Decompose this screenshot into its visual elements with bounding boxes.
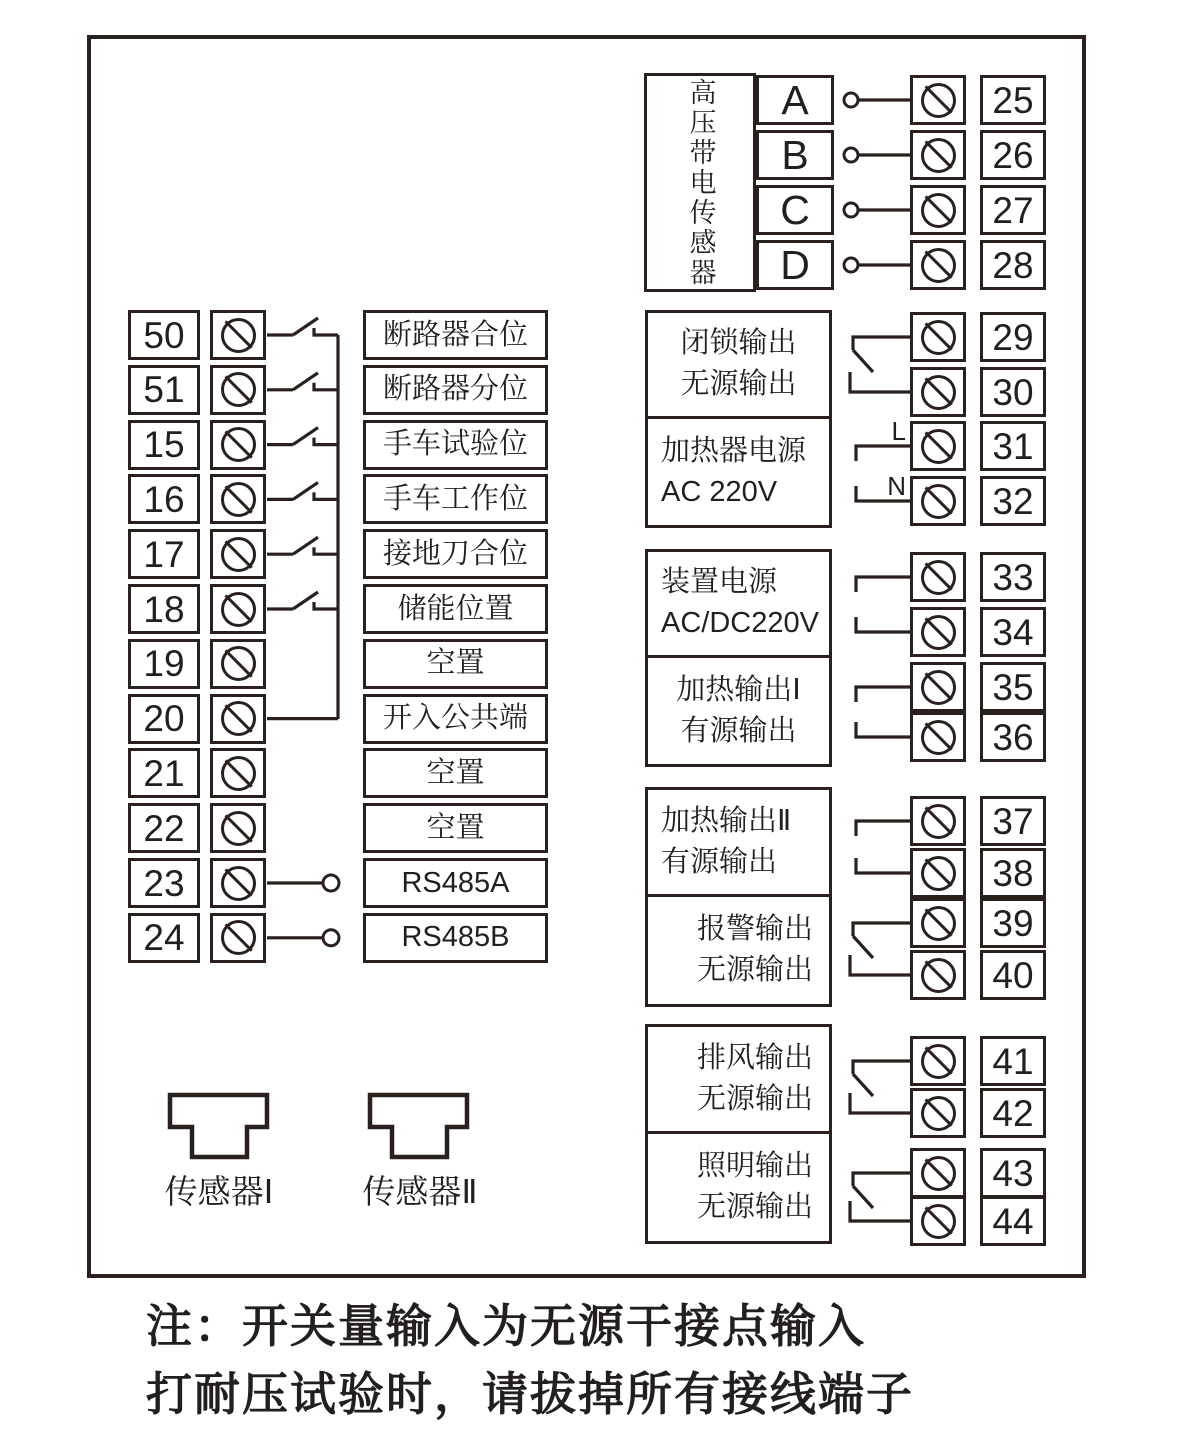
screw-terminal-icon bbox=[921, 560, 956, 595]
switch-hook-wire-16 bbox=[314, 492, 338, 499]
left-screw-terminal-15 bbox=[210, 420, 266, 470]
screw-terminal-icon bbox=[921, 484, 956, 519]
right-terminal-number-31 bbox=[980, 421, 1046, 471]
screw-slot bbox=[924, 86, 953, 115]
left-terminal-number-15 bbox=[128, 420, 200, 470]
left-input-label-21 bbox=[363, 748, 548, 798]
left-input-label-50 bbox=[363, 310, 548, 360]
sensor-connector-1 bbox=[170, 1095, 267, 1157]
left-terminal-number-20 bbox=[128, 694, 200, 744]
hv-phase-B bbox=[756, 130, 834, 180]
right-screw-terminal-28 bbox=[910, 240, 966, 290]
relay-top-wire-29-30 bbox=[853, 337, 910, 350]
note-line-1: 注：开关量输入为无源干接点输入 bbox=[146, 1300, 866, 1352]
right-screw-terminal-30 bbox=[910, 367, 966, 417]
screw-terminal-icon bbox=[921, 804, 956, 839]
screw-slot bbox=[924, 1159, 953, 1188]
screw-slot bbox=[224, 430, 253, 459]
relay-blade-43-44 bbox=[853, 1186, 873, 1208]
right-screw-terminal-37 bbox=[910, 796, 966, 846]
right-group-box-31-32-line-1: 加热器电源 bbox=[661, 434, 807, 467]
port-connector-circle-23 bbox=[323, 875, 339, 891]
screw-slot bbox=[224, 650, 253, 679]
right-screw-terminal-36 bbox=[910, 712, 966, 762]
note-line-2: 打耐压试验时，请拔掉所有接线端子 bbox=[146, 1368, 914, 1420]
right-group-box-33-34 bbox=[645, 549, 832, 658]
bracket-bottom-wire-35-36 bbox=[856, 722, 910, 737]
switch-hook-wire-50 bbox=[314, 328, 338, 335]
left-input-label-23-text: RS485A bbox=[401, 866, 510, 899]
right-group-box-41-42-line-2: 无源输出 bbox=[696, 1082, 813, 1115]
right-group-box-37-38-line-1: 加热输出Ⅱ bbox=[661, 804, 792, 837]
screw-terminal-icon bbox=[921, 138, 956, 173]
left-terminal-number-18 bbox=[128, 584, 200, 634]
screw-terminal-icon bbox=[221, 811, 256, 846]
right-group-box-37-38-line-2: 有源输出 bbox=[661, 845, 778, 878]
phase-mark-N: N bbox=[887, 471, 906, 501]
right-terminal-number-29-text: 29 bbox=[992, 316, 1034, 358]
right-screw-terminal-25 bbox=[910, 75, 966, 125]
right-group-box-33-34-line-2: AC/DC220V bbox=[661, 607, 819, 639]
screw-slot bbox=[224, 759, 253, 788]
relay-blade-29-30 bbox=[853, 350, 873, 372]
right-terminal-number-27-text: 27 bbox=[992, 189, 1034, 231]
left-screw-terminal-21 bbox=[210, 748, 266, 798]
left-terminal-number-19-text: 19 bbox=[143, 643, 185, 685]
right-terminal-number-31-text: 31 bbox=[992, 425, 1034, 467]
left-input-label-24 bbox=[363, 913, 548, 963]
screw-terminal-icon bbox=[921, 320, 956, 355]
left-terminal-number-51 bbox=[128, 365, 200, 415]
screw-slot bbox=[924, 807, 953, 836]
left-screw-terminal-50 bbox=[210, 310, 266, 360]
right-group-box-39-40-line-1: 报警输出 bbox=[696, 913, 813, 946]
screw-slot bbox=[224, 321, 253, 350]
right-screw-terminal-44 bbox=[910, 1196, 966, 1246]
left-input-label-23 bbox=[363, 858, 548, 908]
screw-terminal-icon bbox=[921, 670, 956, 705]
screw-terminal-icon bbox=[921, 248, 956, 283]
left-input-label-24-text: RS485B bbox=[401, 921, 510, 954]
left-input-label-15 bbox=[363, 420, 548, 470]
screw-terminal-icon bbox=[921, 83, 956, 118]
screw-terminal-icon bbox=[921, 720, 956, 755]
hv-sensor-title: 高压带电传感器 bbox=[685, 77, 716, 288]
left-input-label-19 bbox=[363, 639, 548, 689]
right-terminal-number-27 bbox=[980, 185, 1046, 235]
hv-phase-D bbox=[756, 240, 834, 290]
right-group-box-31-32-line-2: AC 220V bbox=[661, 475, 778, 508]
left-terminal-number-15-text: 15 bbox=[143, 424, 185, 466]
right-terminal-number-41 bbox=[980, 1036, 1046, 1086]
right-terminal-number-42-text: 42 bbox=[992, 1092, 1034, 1134]
right-terminal-number-38 bbox=[980, 848, 1046, 898]
screw-slot bbox=[924, 323, 953, 352]
right-group-box-29-30-line-1: 闭锁输出 bbox=[680, 327, 797, 360]
right-terminal-number-35 bbox=[980, 662, 1046, 712]
hv-connector-circle-B bbox=[844, 148, 858, 162]
screw-slot bbox=[924, 618, 953, 647]
screw-terminal-icon bbox=[921, 906, 956, 941]
relay-top-wire-41-42 bbox=[853, 1061, 910, 1074]
hv-phase-C-text: C bbox=[780, 186, 810, 233]
left-input-label-22 bbox=[363, 803, 548, 853]
screw-slot bbox=[224, 595, 253, 624]
left-terminal-number-17 bbox=[128, 529, 200, 579]
left-terminal-number-24 bbox=[128, 913, 200, 963]
screw-slot bbox=[924, 563, 953, 592]
screw-slot bbox=[924, 487, 953, 516]
left-screw-terminal-17 bbox=[210, 529, 266, 579]
screw-terminal-icon bbox=[221, 318, 256, 353]
right-terminal-number-28 bbox=[980, 240, 1046, 290]
hv-phase-B-text: B bbox=[781, 131, 809, 178]
screw-terminal-icon bbox=[221, 756, 256, 791]
right-screw-terminal-40 bbox=[910, 950, 966, 1000]
hv-phase-D-text: D bbox=[780, 241, 810, 288]
right-terminal-number-40 bbox=[980, 950, 1046, 1000]
left-terminal-number-22-text: 22 bbox=[143, 807, 185, 849]
screw-slot bbox=[224, 814, 253, 843]
left-input-label-51 bbox=[363, 365, 548, 415]
right-terminal-number-32 bbox=[980, 476, 1046, 526]
screw-slot bbox=[924, 1047, 953, 1076]
right-screw-terminal-27 bbox=[910, 185, 966, 235]
screw-terminal-icon bbox=[921, 1156, 956, 1191]
left-input-label-20 bbox=[363, 694, 548, 744]
screw-terminal-icon bbox=[221, 920, 256, 955]
bracket-top-wire-33-34 bbox=[856, 577, 910, 592]
hv-connector-circle-C bbox=[844, 203, 858, 217]
screw-slot bbox=[224, 924, 253, 953]
right-terminal-number-33-text: 33 bbox=[992, 556, 1034, 598]
bracket-top-wire-37-38 bbox=[856, 821, 910, 836]
left-screw-terminal-24 bbox=[210, 913, 266, 963]
hv-phase-A-text: A bbox=[781, 76, 809, 123]
right-terminal-number-38-text: 38 bbox=[992, 852, 1034, 894]
screw-terminal-icon bbox=[921, 615, 956, 650]
relay-bottom-wire-39-40 bbox=[850, 955, 910, 975]
screw-slot bbox=[224, 869, 253, 898]
hv-phase-C bbox=[756, 185, 834, 235]
right-terminal-number-26 bbox=[980, 130, 1046, 180]
screw-terminal-icon bbox=[221, 372, 256, 407]
right-terminal-number-36 bbox=[980, 712, 1046, 762]
left-input-label-20-text: 开入公共端 bbox=[382, 702, 528, 735]
left-terminal-number-20-text: 20 bbox=[143, 698, 185, 740]
screw-slot bbox=[224, 540, 253, 569]
right-terminal-number-25-text: 25 bbox=[992, 79, 1034, 121]
right-terminal-number-28-text: 28 bbox=[992, 244, 1034, 286]
right-screw-terminal-39 bbox=[910, 898, 966, 948]
relay-blade-41-42 bbox=[853, 1074, 873, 1096]
right-terminal-number-37 bbox=[980, 796, 1046, 846]
right-screw-terminal-32 bbox=[910, 476, 966, 526]
right-group-box-35-36-line-2: 有源输出 bbox=[680, 714, 797, 747]
right-screw-terminal-33 bbox=[910, 552, 966, 602]
right-terminal-number-42 bbox=[980, 1088, 1046, 1138]
screw-slot bbox=[924, 141, 953, 170]
screw-slot bbox=[224, 704, 253, 733]
relay-blade-39-40 bbox=[853, 936, 873, 958]
left-terminal-number-16 bbox=[128, 474, 200, 524]
screw-terminal-icon bbox=[921, 1044, 956, 1079]
screw-slot bbox=[224, 376, 253, 405]
screw-slot bbox=[924, 378, 953, 407]
left-screw-terminal-18 bbox=[210, 584, 266, 634]
left-screw-terminal-19 bbox=[210, 639, 266, 689]
left-input-label-22-text: 空置 bbox=[426, 811, 485, 844]
screw-slot bbox=[924, 859, 953, 888]
relay-bottom-wire-41-42 bbox=[850, 1093, 910, 1113]
screw-slot bbox=[924, 723, 953, 752]
hv-connector-circle-A bbox=[844, 93, 858, 107]
screw-slot bbox=[924, 961, 953, 990]
left-input-label-50-text: 断路器合位 bbox=[382, 318, 528, 351]
relay-top-wire-43-44 bbox=[853, 1173, 910, 1186]
hv-connector-circle-D bbox=[844, 258, 858, 272]
screw-terminal-icon bbox=[221, 866, 256, 901]
screw-terminal-icon bbox=[921, 429, 956, 464]
right-terminal-number-35-text: 35 bbox=[992, 666, 1034, 708]
right-group-box-29-30 bbox=[645, 310, 832, 419]
left-screw-terminal-16 bbox=[210, 474, 266, 524]
screw-slot bbox=[924, 1207, 953, 1236]
right-group-box-39-40 bbox=[645, 894, 832, 1007]
screw-slot bbox=[924, 251, 953, 280]
sensor-1-label: 传感器Ⅰ bbox=[164, 1173, 274, 1210]
screw-terminal-icon bbox=[921, 193, 956, 228]
left-terminal-number-23-text: 23 bbox=[143, 862, 185, 904]
port-connector-circle-24 bbox=[323, 930, 339, 946]
bracket-top-wire-35-36 bbox=[856, 687, 910, 702]
left-input-label-16-text: 手车工作位 bbox=[382, 482, 528, 515]
right-screw-terminal-35 bbox=[910, 662, 966, 712]
screw-terminal-icon bbox=[221, 482, 256, 517]
left-terminal-number-23 bbox=[128, 858, 200, 908]
left-screw-terminal-22 bbox=[210, 803, 266, 853]
right-group-box-37-38 bbox=[645, 787, 832, 897]
left-terminal-number-24-text: 24 bbox=[143, 917, 185, 959]
right-terminal-number-43 bbox=[980, 1148, 1046, 1198]
left-terminal-number-18-text: 18 bbox=[143, 588, 185, 630]
right-group-box-43-44 bbox=[645, 1131, 832, 1244]
right-screw-terminal-43 bbox=[910, 1148, 966, 1198]
screw-slot bbox=[224, 485, 253, 514]
screw-terminal-icon bbox=[221, 646, 256, 681]
right-screw-terminal-29 bbox=[910, 312, 966, 362]
left-screw-terminal-20 bbox=[210, 694, 266, 744]
right-screw-terminal-34 bbox=[910, 607, 966, 657]
left-terminal-number-51-text: 51 bbox=[143, 369, 185, 411]
right-screw-terminal-42 bbox=[910, 1088, 966, 1138]
sensor-connector-2 bbox=[370, 1095, 467, 1157]
relay-bottom-wire-43-44 bbox=[850, 1201, 910, 1221]
right-terminal-number-43-text: 43 bbox=[992, 1152, 1034, 1194]
left-screw-terminal-23 bbox=[210, 858, 266, 908]
screw-terminal-icon bbox=[921, 958, 956, 993]
right-terminal-number-30 bbox=[980, 367, 1046, 417]
left-terminal-number-16-text: 16 bbox=[143, 478, 185, 520]
left-screw-terminal-51 bbox=[210, 365, 266, 415]
right-group-box-43-44-line-1: 照明输出 bbox=[696, 1150, 813, 1183]
right-terminal-number-33 bbox=[980, 552, 1046, 602]
right-terminal-number-25 bbox=[980, 75, 1046, 125]
right-terminal-number-44 bbox=[980, 1196, 1046, 1246]
screw-slot bbox=[924, 909, 953, 938]
right-terminal-number-39 bbox=[980, 898, 1046, 948]
right-screw-terminal-38 bbox=[910, 848, 966, 898]
switch-hook-wire-51 bbox=[314, 383, 338, 390]
right-group-box-39-40-line-2: 无源输出 bbox=[696, 954, 813, 986]
left-terminal-number-50 bbox=[128, 310, 200, 360]
screw-terminal-icon bbox=[921, 1096, 956, 1131]
screw-slot bbox=[924, 432, 953, 461]
right-group-box-35-36 bbox=[645, 655, 832, 767]
right-group-box-41-42 bbox=[645, 1024, 832, 1134]
left-input-label-17 bbox=[363, 529, 548, 579]
right-screw-terminal-31 bbox=[910, 421, 966, 471]
left-terminal-number-50-text: 50 bbox=[143, 314, 185, 356]
right-group-box-29-30-line-2: 无源输出 bbox=[680, 368, 797, 400]
right-terminal-number-26-text: 26 bbox=[992, 134, 1034, 176]
switch-hook-wire-15 bbox=[314, 438, 338, 445]
right-group-box-33-34-line-1: 装置电源 bbox=[661, 566, 778, 599]
right-group-box-31-32 bbox=[645, 416, 832, 528]
right-group-box-41-42-line-1: 排风输出 bbox=[696, 1041, 813, 1074]
left-input-label-16 bbox=[363, 474, 548, 524]
screw-terminal-icon bbox=[221, 592, 256, 627]
left-terminal-number-21-text: 21 bbox=[143, 752, 185, 794]
screw-terminal-icon bbox=[221, 427, 256, 462]
right-screw-terminal-26 bbox=[910, 130, 966, 180]
right-terminal-number-39-text: 39 bbox=[992, 902, 1034, 944]
right-terminal-number-29 bbox=[980, 312, 1046, 362]
right-terminal-number-44-text: 44 bbox=[992, 1200, 1034, 1242]
hv-sensor-title-box bbox=[644, 73, 756, 292]
left-terminal-number-17-text: 17 bbox=[143, 533, 185, 575]
right-group-box-43-44-line-2: 无源输出 bbox=[696, 1191, 813, 1223]
left-input-label-17-text: 接地刀合位 bbox=[382, 537, 528, 570]
left-input-label-18-text: 储能位置 bbox=[397, 592, 514, 625]
switch-hook-wire-18 bbox=[314, 602, 338, 609]
screw-terminal-icon bbox=[921, 856, 956, 891]
screw-slot bbox=[924, 673, 953, 702]
right-terminal-number-40-text: 40 bbox=[992, 954, 1034, 996]
left-input-label-51-text: 断路器分位 bbox=[382, 373, 528, 406]
right-terminal-number-37-text: 37 bbox=[992, 800, 1034, 842]
bracket-bottom-wire-37-38 bbox=[856, 858, 910, 873]
right-terminal-number-34 bbox=[980, 607, 1046, 657]
right-terminal-number-36-text: 36 bbox=[992, 716, 1034, 758]
screw-terminal-icon bbox=[221, 537, 256, 572]
relay-bottom-wire-29-30 bbox=[850, 372, 910, 392]
sensor-2-label: 传感器Ⅱ bbox=[362, 1173, 478, 1210]
screw-slot bbox=[924, 196, 953, 225]
bracket-top-wire-31-32 bbox=[856, 446, 910, 461]
left-terminal-number-21 bbox=[128, 748, 200, 798]
phase-mark-L: L bbox=[891, 416, 906, 446]
screw-slot bbox=[924, 1099, 953, 1128]
switch-hook-wire-17 bbox=[314, 547, 338, 554]
screw-terminal-icon bbox=[921, 1204, 956, 1239]
hv-phase-A bbox=[756, 75, 834, 125]
right-terminal-number-30-text: 30 bbox=[992, 371, 1034, 413]
left-terminal-number-19 bbox=[128, 639, 200, 689]
right-group-box-35-36-line-1: 加热输出Ⅰ bbox=[676, 673, 801, 706]
left-terminal-number-22 bbox=[128, 803, 200, 853]
left-input-label-21-text: 空置 bbox=[426, 756, 485, 789]
left-input-label-15-text: 手车试验位 bbox=[382, 428, 528, 461]
relay-top-wire-39-40 bbox=[853, 923, 910, 936]
bracket-bottom-wire-33-34 bbox=[856, 617, 910, 632]
left-input-label-19-text: 空置 bbox=[426, 647, 485, 680]
right-terminal-number-32-text: 32 bbox=[992, 480, 1034, 522]
right-terminal-number-34-text: 34 bbox=[992, 611, 1034, 653]
right-terminal-number-41-text: 41 bbox=[992, 1040, 1034, 1082]
right-screw-terminal-41 bbox=[910, 1036, 966, 1086]
screw-terminal-icon bbox=[221, 701, 256, 736]
left-input-label-18 bbox=[363, 584, 548, 634]
screw-terminal-icon bbox=[921, 375, 956, 410]
